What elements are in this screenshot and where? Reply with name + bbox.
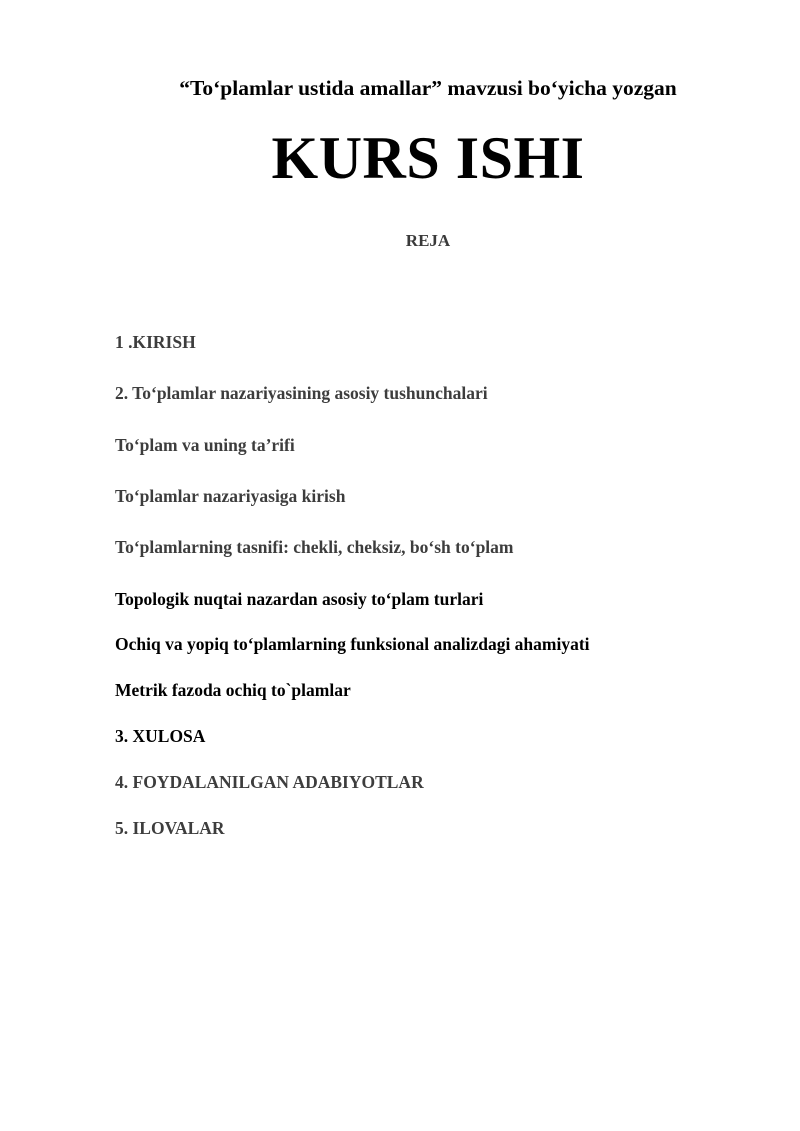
plan-item-open-closed-sets: Ochiq va yopiq to‘plamlarning funksional analizdagi ahamiyati (115, 634, 590, 654)
plan-heading: REJA (405, 231, 451, 250)
plan-item-introduction: 1 .KIRISH (115, 332, 196, 352)
plan-item-set-classification: To‘plamlarning tasnifi: chekli, cheksiz, bo‘sh to‘plam (115, 537, 514, 557)
plan-item-set-theory-intro: To‘plamlar nazariyasiga kirish (115, 486, 346, 506)
plan-item-basic-concepts: 2. To‘plamlar nazariyasining asosiy tushunchalari (115, 383, 488, 403)
plan-item-references: 4. FOYDALANILGAN ADABIYOTLAR (115, 772, 424, 792)
page-title: KURS ISHI (271, 125, 585, 191)
plan-item-appendices: 5. ILOVALAR (115, 818, 225, 838)
plan-item-conclusion: 3. XULOSA (115, 726, 206, 746)
document-subtitle: “To‘plamlar ustida amallar” mavzusi bo‘yicha yozgan (179, 76, 677, 100)
plan-item-metric-open-sets: Metrik fazoda ochiq to`plamlar (115, 680, 351, 700)
plan-item-set-definition: To‘plam va uning ta’rifi (115, 435, 295, 455)
plan-item-topological-set-types: Topologik nuqtai nazardan asosiy to‘plam turlari (115, 589, 484, 609)
